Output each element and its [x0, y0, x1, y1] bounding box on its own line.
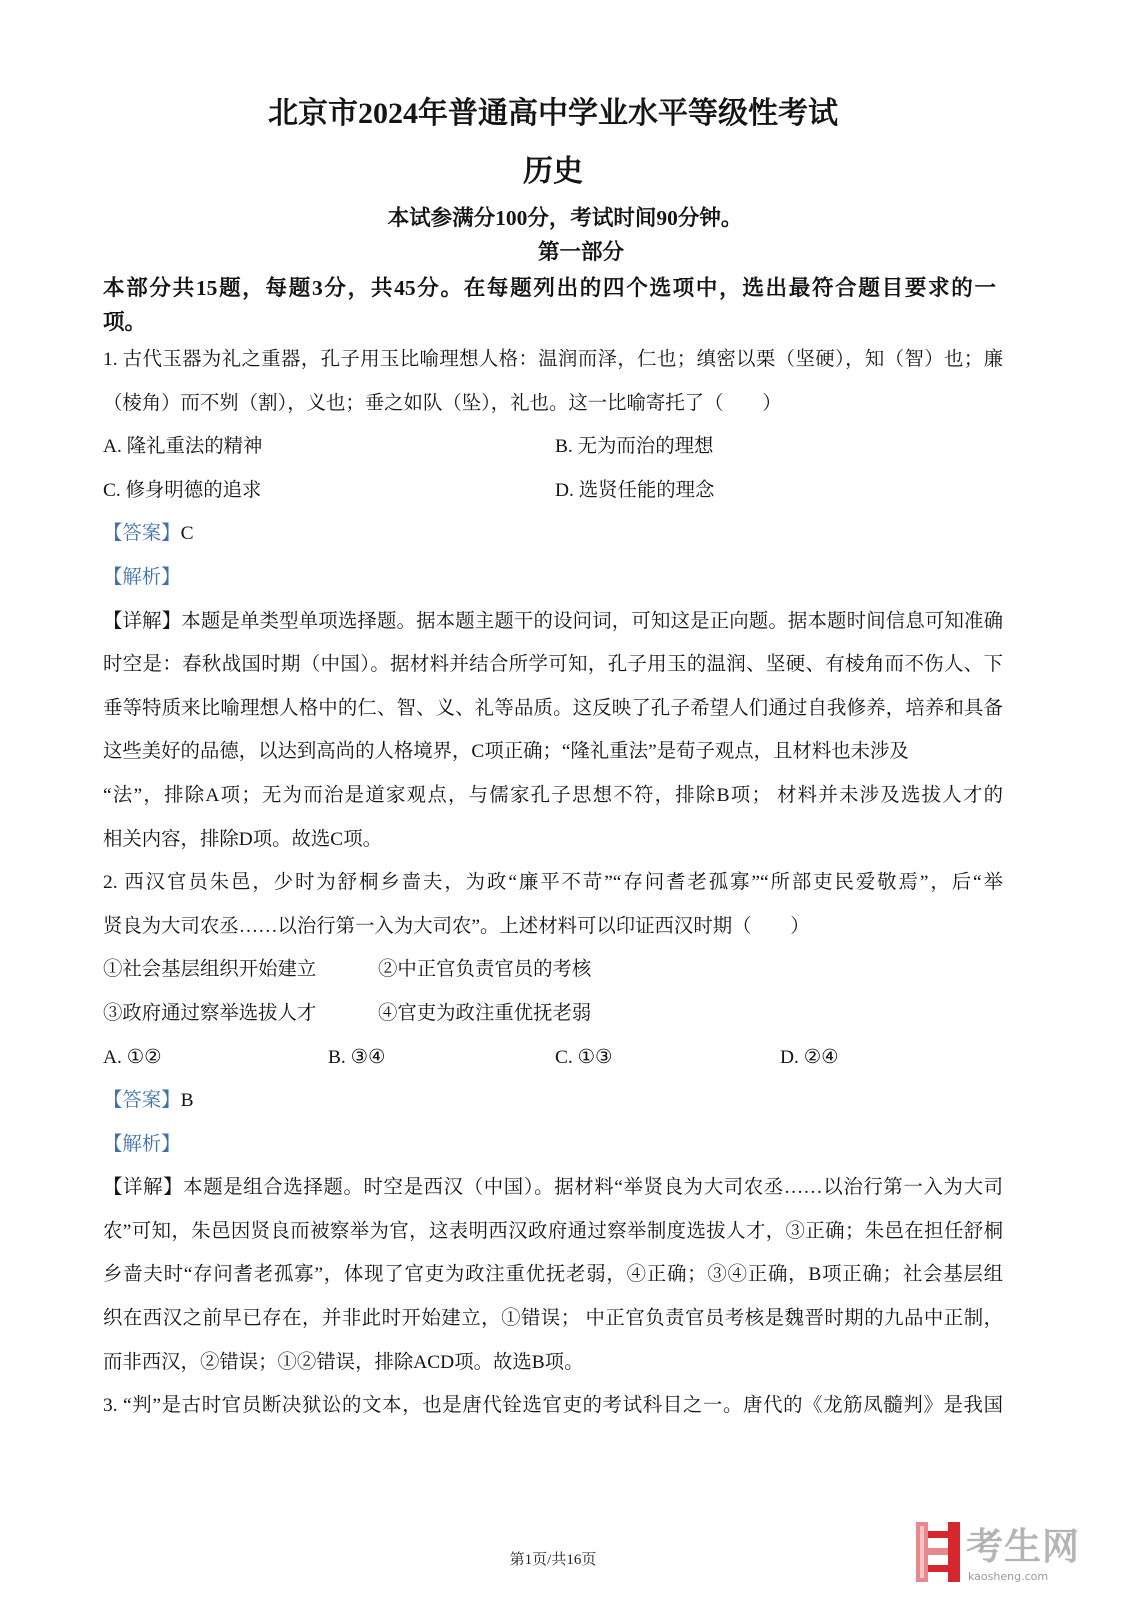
detail-label: 【详解】 [103, 610, 182, 632]
option-b: B. ③④ [328, 1046, 386, 1068]
question-2-options-row [103, 1036, 1003, 1080]
exam-title: 北京市2024年普通高中学业水平等级性考试 [268, 97, 838, 130]
answer-value: B [180, 1090, 194, 1112]
question-2-stem-line: 贤良为大司农丞……以治行第一入为大司农”。上述材料可以印证西汉时期（ ） [103, 915, 810, 937]
option-d: D. 选贤任能的理念 [555, 479, 715, 501]
questions-body [103, 338, 1003, 1428]
option-a: A. ①② [103, 1046, 162, 1068]
question-1-stem-line: （棱角）而不刿（割），义也；垂之如队（坠），礼也。这一比喻寄托了（ ） [103, 392, 782, 414]
question-2-detail-line: 织在西汉之前早已存在，并非此时开始建立，①错误； 中正官负责官员考核是魏晋时期的九品中正制， [103, 1308, 1003, 1330]
answer-label: 【答案】 [103, 1090, 181, 1112]
exam-info: 本试参满分100分，考试时间90分钟。 [387, 206, 743, 230]
question-1-detail-line: 时空是：春秋战国时期（中国）。据材料并结合所学可知，孔子用玉的温润、坚硬、有棱角而不伤人、下 [103, 654, 1003, 676]
question-2-statements-row [103, 948, 1003, 992]
question-2-statements-row [103, 992, 1003, 1036]
detail-label: 【详解】 [103, 1177, 184, 1199]
answer-label: 【答案】 [103, 523, 181, 545]
instructions-line: 本部分共15题，每题3分，共45分。在每题列出的四个选项中，选出最符合题目要求的一 [103, 276, 996, 300]
page-indicator: 第1页/共16页 [509, 1552, 597, 1568]
question-2-detail-line: 乡啬夫时“存问耆老孤寡”，体现了官吏为政注重优抚老弱，④正确；③④正确，B项正确；社会基层组 [103, 1264, 1003, 1286]
question-2-detail-line [103, 1166, 1003, 1210]
detail-text: 本题是单类型单项选择题。据本题主题干的设问词，可知这是正向题。据本题时间信息可知准确 [181, 610, 1003, 632]
option-b: B. 无为而治的理想 [555, 436, 714, 458]
detail-text: 本题是组合选择题。时空是西汉（中国）。据材料“举贤良为大司农丞……以治行第一入为大司 [183, 1177, 1003, 1199]
part-heading: 第一部分 [537, 240, 624, 264]
question-2-detail-line: 而非西汉，②错误；①②错误，排除ACD项。故选B项。 [103, 1351, 584, 1373]
question-1-options-row [103, 425, 1003, 469]
instructions-line: 项。 [103, 310, 147, 334]
watermark-domain: kaosheng.com [968, 1570, 1049, 1583]
part-instructions [103, 271, 996, 339]
analysis-label: 【解析】 [103, 566, 181, 588]
statement-2: ②中正官负责官员的考核 [378, 959, 592, 981]
question-1-options-row [103, 469, 1003, 513]
statement-3: ③政府通过察举选拔人才 [103, 1002, 317, 1024]
watermark-logo [916, 1520, 1096, 1586]
question-1-detail-line: 这些美好的品德，以达到高尚的人格境界，C项正确；“隆礼重法”是荀子观点，且材料也未涉及 [103, 741, 909, 763]
option-d: D. ②④ [780, 1046, 839, 1068]
subject-title: 历史 [523, 155, 583, 188]
answer-value: C [180, 523, 194, 545]
question-1-stem-line: 1. 古代玉器为礼之重器，孔子用玉比喻理想人格：温润而泽，仁也；缜密以栗（坚硬），知（智）也；廉 [103, 349, 1003, 370]
question-1-detail-line: “法”，排除A项；无为而治是道家观点，与儒家孔子思想不符，排除B项； 材料并未涉及选拔人才的 [103, 784, 1003, 806]
statement-1: ①社会基层组织开始建立 [103, 959, 317, 981]
statement-4: ④官吏为政注重优抚老弱 [378, 1002, 592, 1024]
question-1-analysis [103, 556, 1003, 600]
question-2-answer [103, 1079, 1003, 1123]
option-c: C. ①③ [555, 1046, 613, 1068]
question-2-analysis [103, 1123, 1003, 1167]
question-3-stem-line: 3. “判”是古时官员断决狱讼的文本，也是唐代铨选官吏的考试科目之一。唐代的《龙筋凤髓判》是我国 [103, 1395, 1003, 1417]
question-2-detail-line: 农”可知，朱邑因贤良而被察举为官，这表明西汉政府通过察举制度选拔人才，③正确；朱邑在担任舒桐 [103, 1220, 1003, 1242]
watermark-brand: 考生网 [966, 1525, 1080, 1568]
question-1-answer [103, 512, 1003, 556]
option-a: A. 隆礼重法的精神 [103, 436, 263, 458]
analysis-label: 【解析】 [103, 1133, 181, 1155]
question-1-detail-line: 相关内容，排除D项。故选C项。 [103, 828, 383, 850]
question-1-detail-line: 垂等特质来比喻理想人格中的仁、智、义、礼等品质。这反映了孔子希望人们通过自我修养，培养和具备 [103, 697, 1003, 719]
question-1-detail-line [103, 600, 1003, 644]
question-2-stem-line: 2. 西汉官员朱邑，少时为舒桐乡啬夫，为政“廉平不苛”“存问耆老孤寡”“所部吏民爱敬焉”，后“举 [103, 872, 1003, 894]
option-c: C. 修身明德的追求 [103, 479, 262, 501]
kaosheng-logo-icon [916, 1522, 960, 1582]
